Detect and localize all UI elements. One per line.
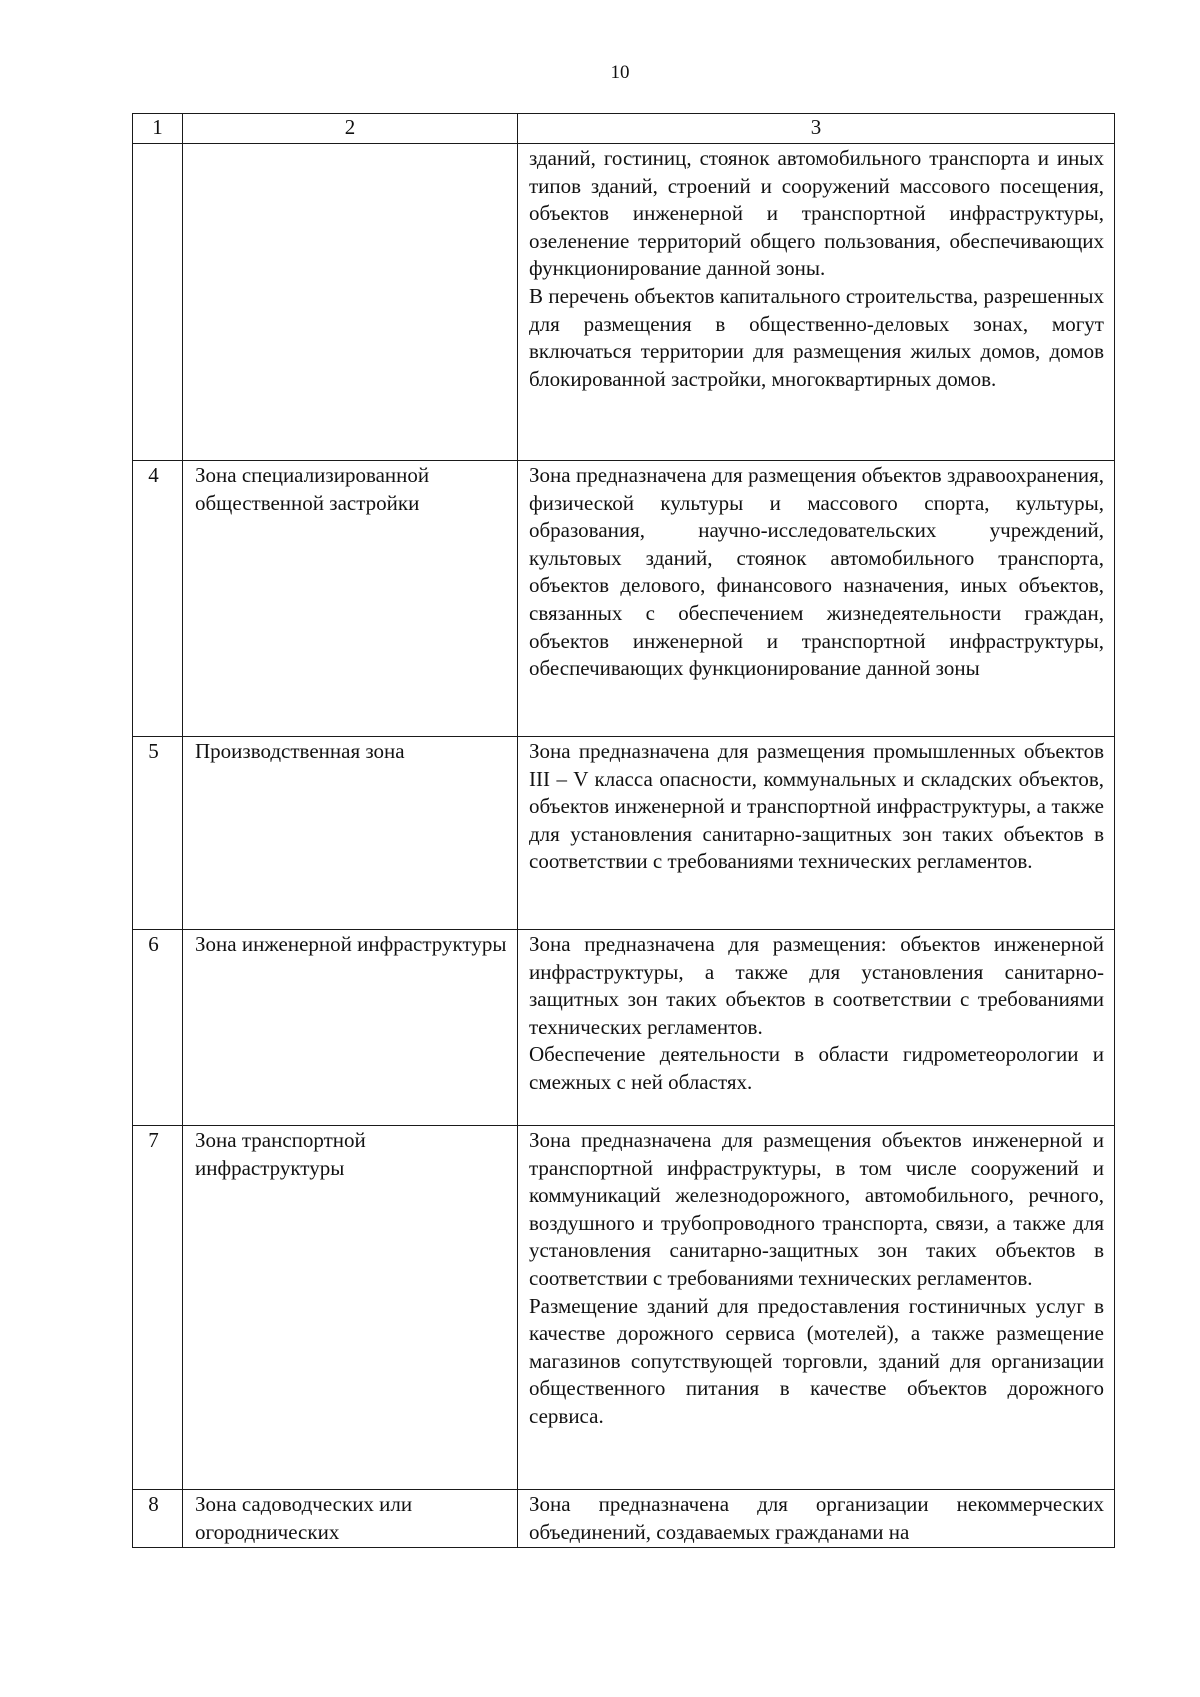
description-paragraph: Зона предназначена для размещения: объектов инженерной инфраструктуры, а также для установления санитарно-защитных зон таких объектов в соответствии с требованиями технических регламентов.: [529, 932, 1104, 1039]
description-paragraph: Зона предназначена для размещения объектов инженерной и транспортной инфраструктуры, в том числе сооружений и коммуникаций железнодорожного, автомобильного, речного, воздушного и трубопроводного транспорта, связи, а также для установления санитарно-защитных зон таких объектов в соответствии с требованиями технических регламентов.: [529, 1128, 1104, 1290]
zone-name: Зона садоводческих или огороднических: [183, 1490, 518, 1548]
header-cell-3: 3: [518, 114, 1115, 144]
row-number: 7: [133, 1126, 183, 1490]
table-row: [133, 930, 1115, 1126]
zone-description: [518, 737, 1115, 930]
description-paragraph: Зона предназначена для организации некоммерческих объединений, создаваемых гражданами на: [529, 1492, 1104, 1544]
description-paragraph: Зона предназначена для размещения промышленных объектов III – V класса опасности, коммунальных и складских объектов, объектов инженерной и транспортной инфраструктуры, а также для установления санитарно-защитных зон таких объектов в соответствии с требованиями технических регламентов.: [529, 739, 1104, 874]
zone-description: [518, 1490, 1115, 1548]
table-row: [133, 461, 1115, 737]
zone-description: [518, 144, 1115, 461]
zone-name: Зона инженерной инфраструктуры: [183, 930, 518, 1126]
description-paragraph: Обеспечение деятельности в области гидрометеорологии и смежных с ней областях.: [529, 1042, 1104, 1094]
description-paragraph: В перечень объектов капитального строительства, разрешенных для размещения в общественно-деловых зонах, могут включаться территории для размещения жилых домов, домов блокированной застройки, многоквартирных домов.: [529, 283, 1104, 391]
header-cell-2: 2: [183, 114, 518, 144]
row-number: 6: [133, 930, 183, 1126]
table-row: [133, 1126, 1115, 1490]
zone-description: [518, 1126, 1115, 1490]
row-number: 5: [133, 737, 183, 930]
zone-description: [518, 461, 1115, 737]
header-cell-1: 1: [133, 114, 183, 144]
table-header-row: [133, 114, 1115, 144]
page-number: 10: [610, 62, 630, 83]
description-paragraph: Размещение зданий для предоставления гостиничных услуг в качестве дорожного сервиса (мотелей), а также размещение магазинов сопутствующей торговли, зданий для организации общественного питания в качестве объектов дорожного сервиса.: [529, 1293, 1104, 1428]
zones-table: [132, 113, 1115, 1548]
row-number: 4: [133, 461, 183, 737]
zone-name: Зона специализированной общественной застройки: [183, 461, 518, 737]
description-paragraph: Зона предназначена для размещения объектов здравоохранения, физической культуры и массового спорта, культуры, образования, научно-исследовательских учреждений, культовых зданий, стоянок автомобильного транспорта, объектов делового, финансового назначения, иных объектов, связанных с обеспечением жизнедеятельности граждан, объектов инженерной и транспортной инфраструктуры, обеспечивающих функционирование данной зоны: [529, 463, 1104, 681]
table-row: [133, 144, 1115, 461]
row-number: 8: [133, 1490, 183, 1548]
description-paragraph: зданий, гостиниц, стоянок автомобильного транспорта и иных типов зданий, строений и сооружений массового посещения, объектов инженерной и транспортной инфраструктуры, озеленение территорий общего пользования, обеспечивающих функционирование данной зоны.: [529, 146, 1104, 281]
table-row: [133, 737, 1115, 930]
zone-name: Производственная зона: [183, 737, 518, 930]
zone-description: [518, 930, 1115, 1126]
zone-name: [183, 144, 518, 461]
zone-name: Зона транспортной инфраструктуры: [183, 1126, 518, 1490]
table-row: [133, 1490, 1115, 1548]
row-number: [133, 144, 183, 461]
